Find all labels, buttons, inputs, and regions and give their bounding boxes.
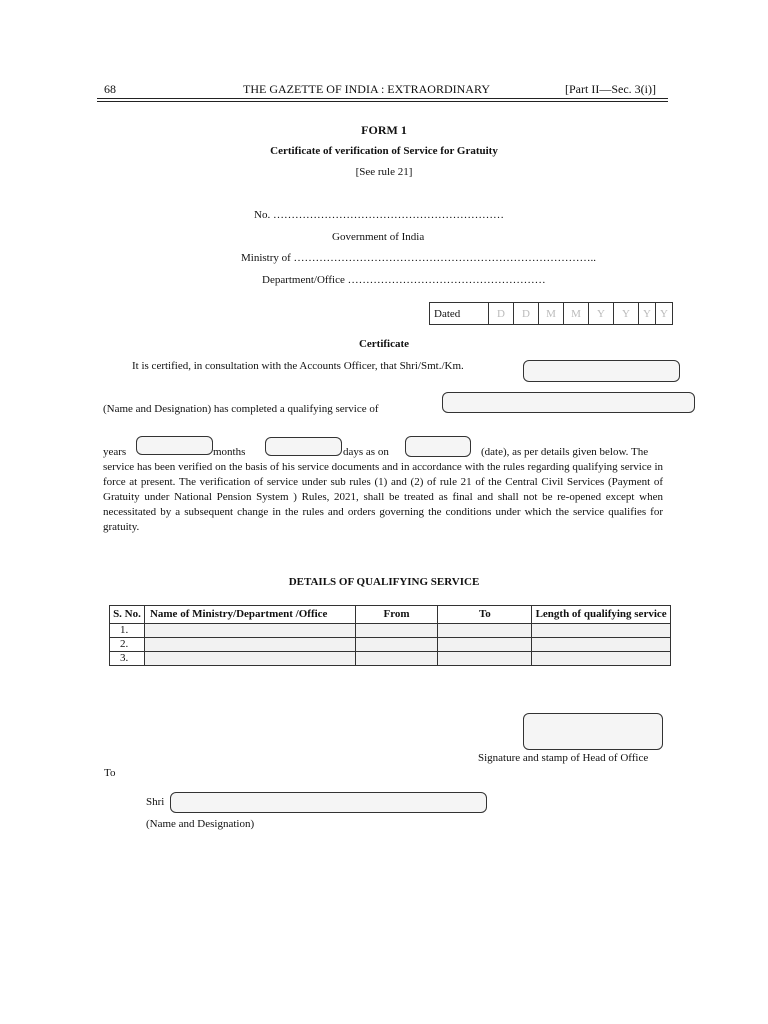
recipient-name-field[interactable]	[170, 792, 487, 813]
years-label: years	[103, 446, 127, 458]
shri-label: Shri	[146, 796, 165, 808]
table-row	[110, 638, 671, 652]
ministry-cell[interactable]	[144, 638, 355, 652]
qualifying-service-table	[109, 605, 671, 666]
to-label: To	[104, 767, 116, 779]
months-label: months	[213, 446, 246, 458]
column-header-length: Length of qualifying service	[532, 606, 671, 624]
days-label: days as on	[343, 446, 389, 458]
qualifying-service-field[interactable]	[442, 392, 695, 413]
column-header-to: To	[438, 606, 532, 624]
date-year-digit-3[interactable]: Y	[639, 303, 656, 325]
length-cell[interactable]	[532, 624, 671, 638]
qualifying-service-heading: DETAILS OF QUALIFYING SERVICE	[288, 576, 480, 588]
table-row	[110, 652, 671, 666]
to-cell[interactable]	[438, 638, 532, 652]
date-month-digit-2[interactable]: M	[564, 303, 589, 325]
date-month-digit-1[interactable]: M	[539, 303, 564, 325]
certificate-body: service has been verified on the basis of his service documents and in accordance with the rules regarding qualifying service in force at present. The verification of service under sub rules (1) and (2) of rule 21 of the Central Civil Services (Payment of Gratuity under National Pension System ) Rules, 2021, shall be treated as final and shall not be re-opened except when necessitated by a subsequent change in the rules and orders governing the conditions under which the service qualifies for gratuity.	[103, 461, 663, 533]
date-day-digit-2[interactable]: D	[514, 303, 539, 325]
number-line: No. ………………………………………………………	[254, 209, 504, 221]
form-title: FORM 1	[361, 123, 407, 137]
ministry-cell[interactable]	[144, 652, 355, 666]
length-cell[interactable]	[532, 652, 671, 666]
column-header-from: From	[355, 606, 438, 624]
column-header-sno: S. No.	[110, 606, 145, 624]
from-cell[interactable]	[355, 638, 438, 652]
years-field[interactable]	[136, 436, 213, 455]
as-on-date-field[interactable]	[405, 436, 471, 457]
row-number: 3.	[110, 652, 145, 666]
department-line: Department/Office ………………………………………………	[262, 274, 546, 286]
date-suffix: (date), as per details given below. The	[481, 446, 649, 458]
date-year-digit-2[interactable]: Y	[614, 303, 639, 325]
from-cell[interactable]	[355, 652, 438, 666]
column-header-ministry: Name of Ministry/Department /Office	[144, 606, 355, 624]
dated-table	[429, 302, 673, 325]
name-designation-label: (Name and Designation)	[146, 818, 255, 830]
ministry-cell[interactable]	[144, 624, 355, 638]
row-number: 2.	[110, 638, 145, 652]
months-field[interactable]	[265, 437, 342, 456]
date-year-digit-1[interactable]: Y	[589, 303, 614, 325]
date-year-digit-4[interactable]: Y	[656, 303, 673, 325]
gazette-title: THE GAZETTE OF INDIA : EXTRAORDINARY	[243, 82, 490, 96]
date-day-digit-1[interactable]: D	[489, 303, 514, 325]
signature-label: Signature and stamp of Head of Office	[478, 752, 649, 764]
form-rule-reference: [See rule 21]	[355, 166, 413, 178]
to-cell[interactable]	[438, 624, 532, 638]
certificate-line-1: It is certified, in consultation with the Accounts Officer, that Shri/Smt./Km.	[132, 360, 464, 372]
page-number: 68	[104, 82, 116, 96]
row-number: 1.	[110, 624, 145, 638]
from-cell[interactable]	[355, 624, 438, 638]
employee-name-field[interactable]	[523, 360, 680, 382]
form-subtitle: Certificate of verification of Service for Gratuity	[270, 145, 498, 157]
header-rule	[97, 98, 668, 99]
table-header-row	[110, 606, 671, 624]
gazette-part: [Part II—Sec. 3(i)]	[565, 82, 656, 96]
dated-label: Dated	[430, 303, 489, 325]
length-cell[interactable]	[532, 638, 671, 652]
certificate-line-2: (Name and Designation) has completed a qualifying service of	[103, 403, 379, 415]
header-rule-secondary	[97, 101, 668, 102]
government-label: Government of India	[332, 231, 425, 243]
signature-stamp-field[interactable]	[523, 713, 663, 750]
certificate-heading: Certificate	[358, 338, 410, 350]
to-cell[interactable]	[438, 652, 532, 666]
ministry-line: Ministry of ………………………………………………………………………..	[241, 252, 597, 264]
table-row	[110, 624, 671, 638]
